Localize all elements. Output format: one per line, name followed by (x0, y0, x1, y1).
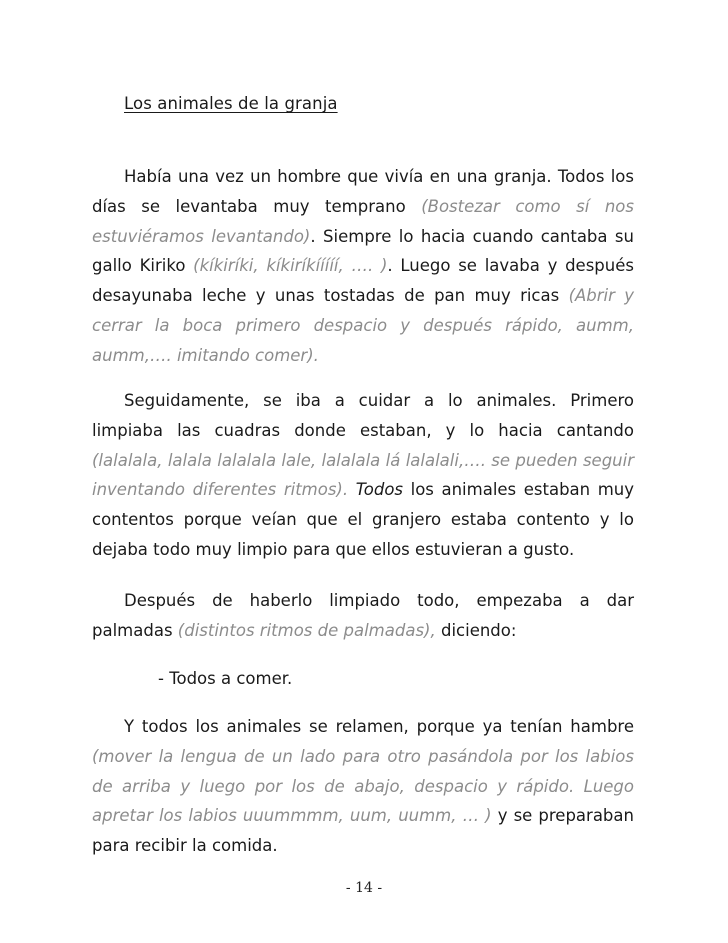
emphasized-text: Todos (355, 480, 404, 500)
stage-direction: (Abrir y cerrar la boca primero despacio y después rápido, aumm, aumm,…. imitando comer). (92, 286, 635, 365)
narrative-text: diciendo: (435, 620, 517, 640)
narrative-text: Seguidamente, se iba a cuidar a lo animales. Primero limpiaba las cuadras donde estaban, y lo hacia cantando (92, 391, 634, 440)
dialogue-line: - Todos a comer. (158, 669, 293, 688)
stage-direction: (distintos ritmos de palmadas), (177, 620, 436, 640)
story-paragraph (92, 586, 634, 646)
document-title: Los animales de la granja (124, 94, 338, 113)
stage-direction: (kíkiríki, kíkiríkííííí, …. ) (193, 256, 388, 276)
stage-direction: (mover la lengua de un lado para otro pasándola por los labios de arriba y luego por los de abajo, despacio y rápido. Luego apretar los labios uuummmm, uum, uumm, … ) (92, 746, 634, 826)
page-number: - 14 - (345, 880, 383, 896)
narrative-text: Había una vez un hombre que vivía en una granja. Todos los días se levantaba muy temprano (92, 167, 634, 216)
narrative-text: . Siempre lo hacia cuando cantaba su gallo Kiriko (92, 226, 634, 276)
narrative-text: Y todos los animales se relamen, porque ya tenían hambre (124, 717, 634, 736)
story-paragraph (92, 386, 634, 565)
narrative-text: Después de haberlo limpiado todo, empezaba a dar palmadas (92, 591, 634, 640)
stage-direction: (Bostezar como sí nos estuviéramos levantando) (92, 196, 634, 246)
narrative-text (348, 480, 356, 499)
story-paragraph (92, 162, 634, 371)
narrative-text: los animales estaban muy contentos porque veían que el granjero estaba contento y lo dejaba todo muy limpio para que ellos estuvieran a gusto. (92, 480, 634, 559)
stage-direction: (lalalala, lalala lalalala lale, lalalala lá lalalali,…. se pueden seguir inventando diferentes ritmos). (92, 450, 634, 500)
narrative-text: . Luego se lavaba y después desayunaba leche y unas tostadas de pan muy ricas (92, 256, 634, 306)
story-paragraph (92, 712, 634, 861)
narrative-text: y se preparaban para recibir la comida. (92, 806, 634, 856)
